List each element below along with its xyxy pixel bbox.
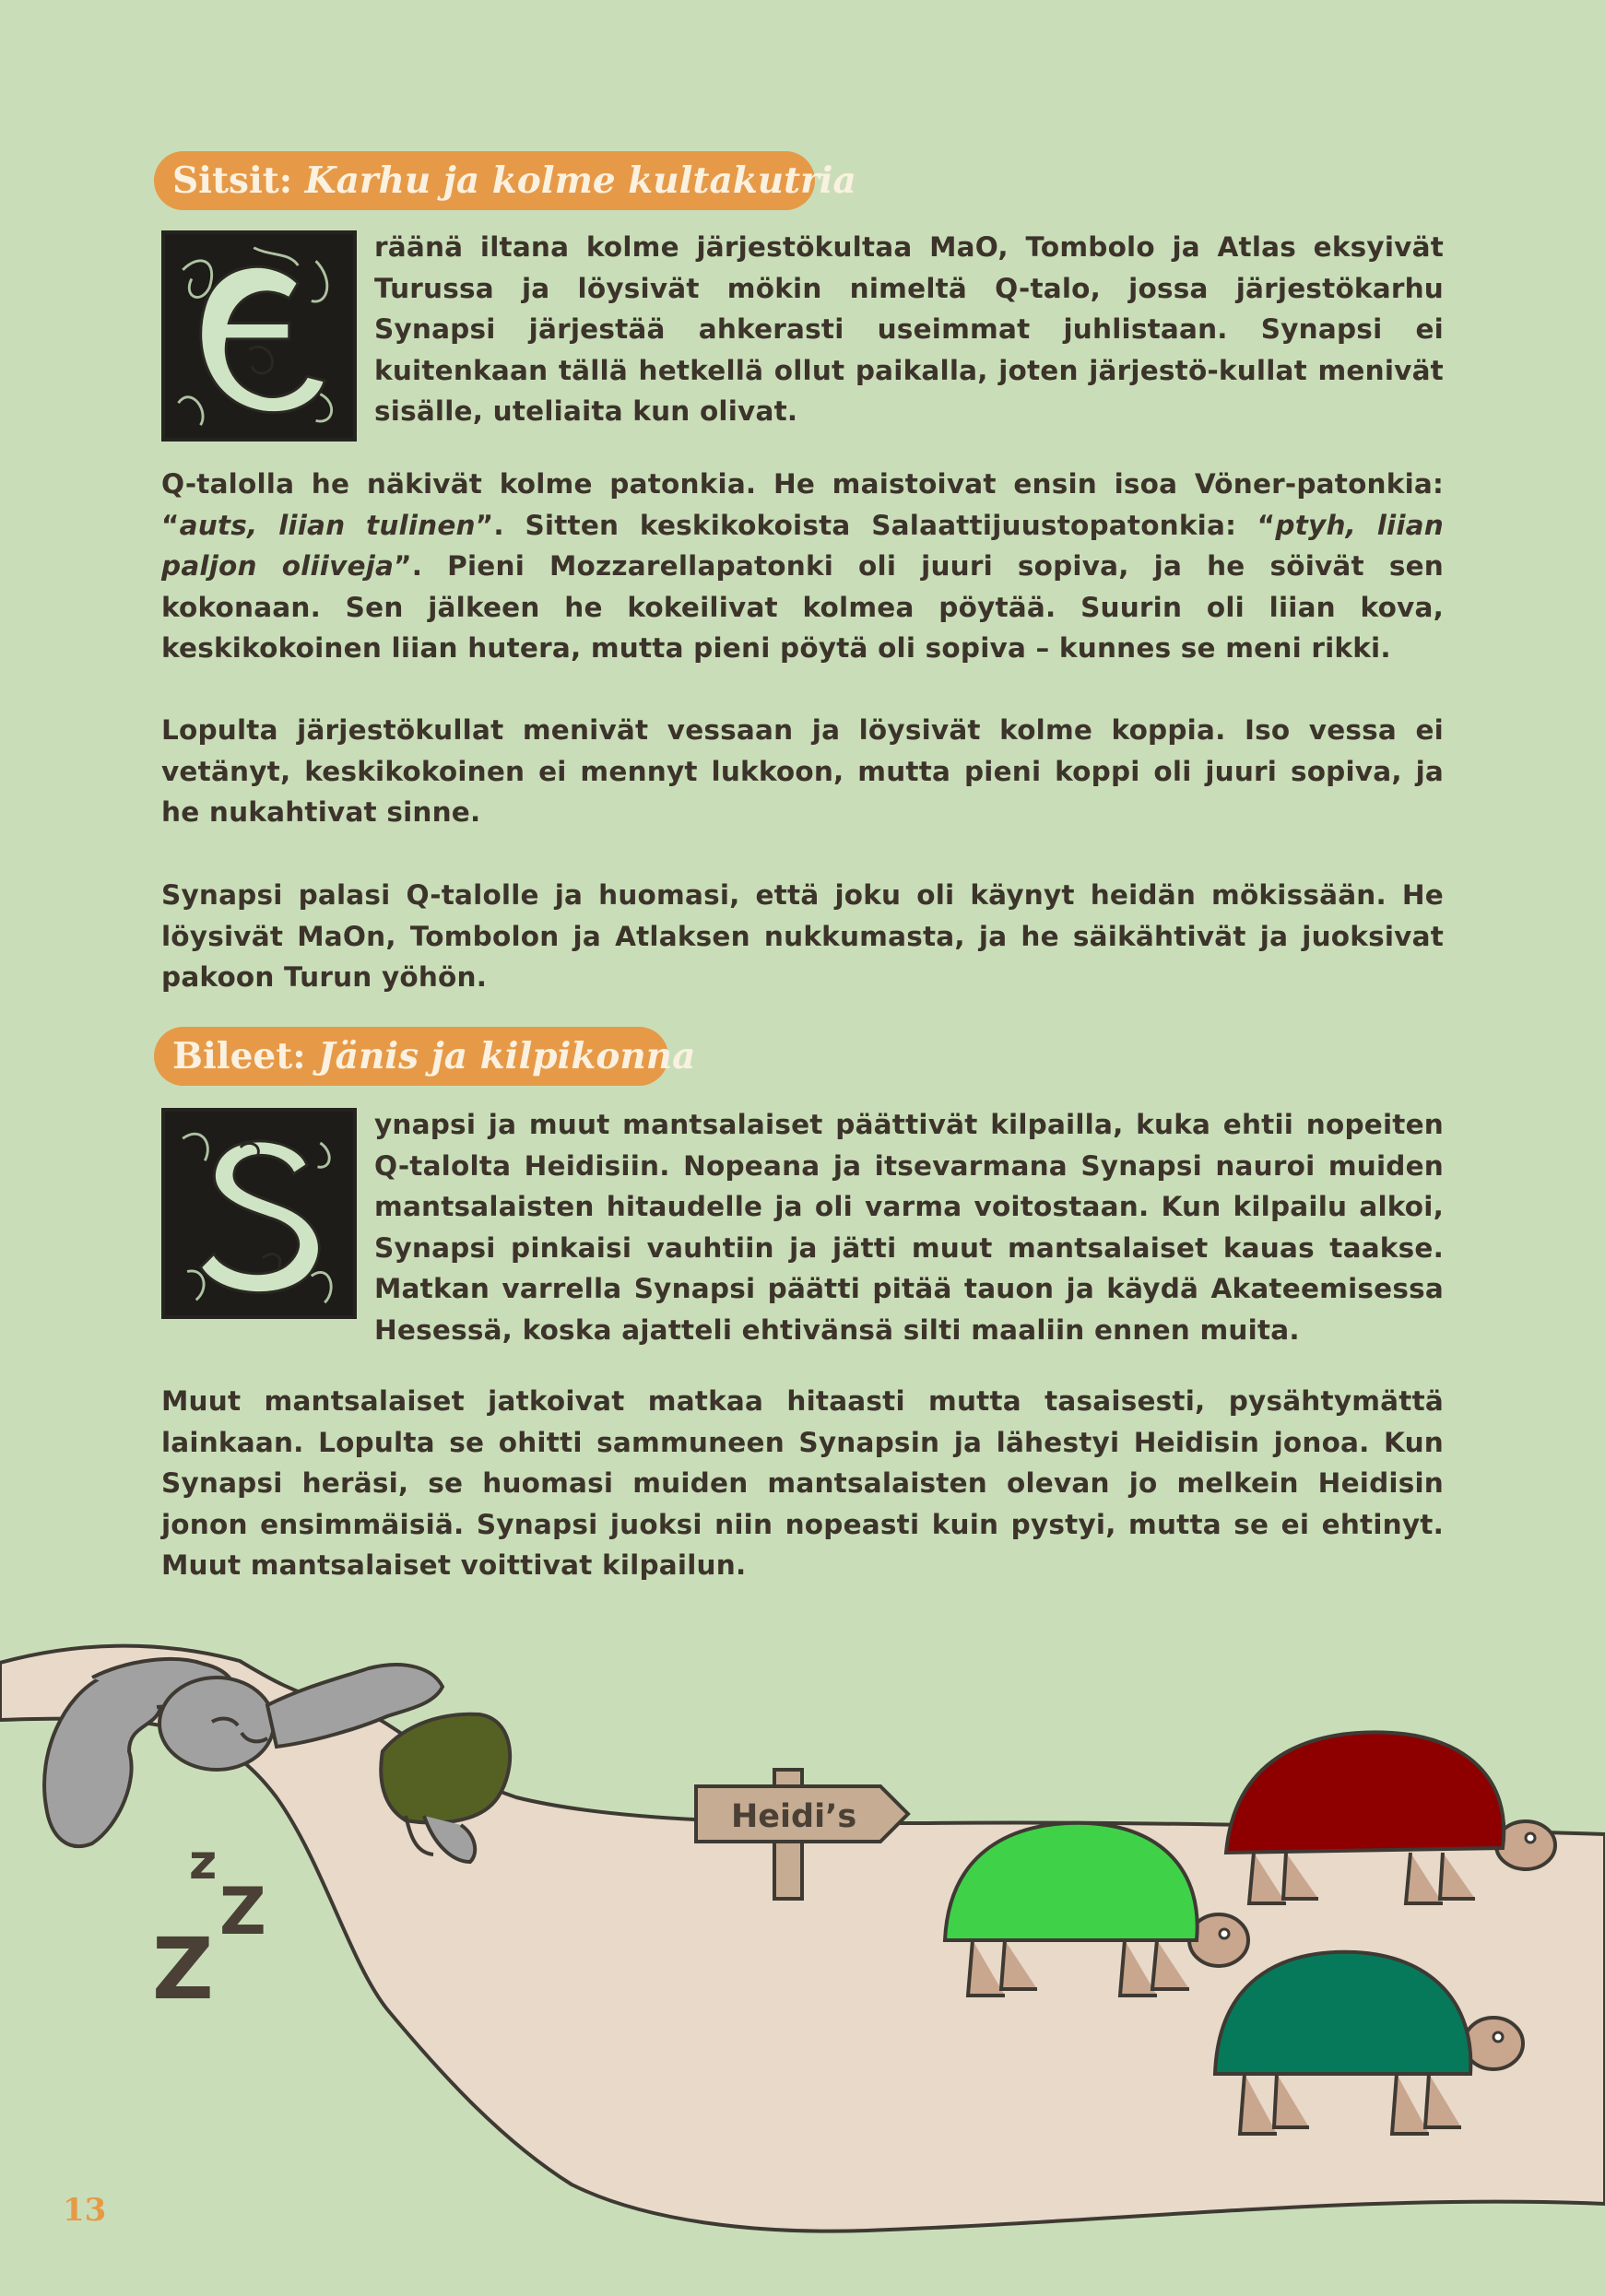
section1-paragraph-4: Synapsi palasi Q-talolle ja huomasi, että joku oli käynyt heidän mökissään. He löysivät MaOn, Tombolon ja Atlaksen nukkumasta, ja he säikähtivät ja juoksivat pakoon Turun yöhön.	[161, 879, 1444, 993]
sign-label: Heidi’s	[731, 1798, 857, 1835]
heading-title: Jänis ja kilpikonna	[318, 1035, 696, 1077]
sleep-z-3: Z	[152, 1920, 214, 2019]
section1-paragraph-1: räänä iltana kolme järjestökultaa MaO, Tombolo ja Atlas eksyivät Turussa ja löysivät mökin nimeltä Q-talo, jossa järjestökarhu Synapsi järjestää ahkerasti useimmat juhlistaan. Synapsi ei kuitenkaan tällä hetkellä ollut paikalla, joten järjestö-kullat menivät sisälle, uteliaita kun olivat.	[374, 231, 1444, 427]
dropcap-e	[161, 230, 357, 442]
dropcap-letter: E	[171, 433, 173, 435]
page-number: 13	[63, 2192, 107, 2229]
section1-paragraph-2: Q-talolla he näkivät kolme patonkia. He maistoivat ensin isoa Vöner-patonkia: “auts, liian tulinen”. Sitten keskikokoista Salaattijuustopatonkia: “ptyh, liian paljon oliiveja”. Pieni Mozzarellapatonki oli juuri sopiva, ja he söivät sen kokonaan. Sen jälkeen he kokeilivat kolmea pöytää. Suurin oli liian kova, keskikokoinen liian hutera, mutta pieni pöytä oli sopiva – kunnes se meni rikki.	[161, 468, 1444, 664]
dropcap-letter: S	[171, 1311, 173, 1313]
sleep-z-1: z	[189, 1835, 218, 1890]
section-heading-bileet	[154, 1027, 696, 1086]
quote-ptyh: ptyh, liian paljon oliiveja	[161, 509, 1444, 582]
sleep-z-2: Z	[219, 1874, 266, 1949]
race-illustration	[0, 1641, 1605, 2296]
section2-paragraph-1: ynapsi ja muut mantsalaiset päättivät kilpailla, kuka ehtii nopeiten Q-talolta Heidisiin. Nopeana ja itsevarmana Synapsi nauroi muiden mantsalaisten hitaudelle ja oli varma voitostaan. Kun kilpailu alkoi, Synapsi pinkaisi vauhtiin ja jätti muut mantsalaiset kauas taakse. Matkan varrella Synapsi päätti pitää tauon ja käydä Akateemisessa Hesessä, koska ajatteli ehtivänsä silti maaliin ennen muita.	[374, 1109, 1444, 1346]
heading-title: Karhu ja kolme kultakutria	[304, 159, 856, 202]
decorative-letter-e-image	[165, 234, 353, 438]
section-heading-sitsit	[154, 151, 856, 210]
section1-paragraph-3: Lopulta järjestökullat menivät vessaan ja löysivät kolme koppia. Iso vessa ei vetänyt, keskikokoinen ei mennyt lukkoon, mutta pieni koppi oli juuri sopiva, ja he nukahtivat sinne.	[161, 714, 1444, 828]
quote-auts: auts, liian tulinen	[179, 509, 476, 541]
section2-paragraph-2: Muut mantsalaiset jatkoivat matkaa hitaasti mutta tasaisesti, pysähtymättä lainkaan. Lopulta se ohitti sammuneen Synapsin ja lähestyi Heidisin jonoa. Kun Synapsi heräsi, se huomasi muiden mantsalaisten olevan jo melkein Heidisin jonon ensimmäisiä. Synapsi juoksi niin nopeasti kuin pystyi, mutta se ei ehtinyt. Muut mantsalaiset voittivat kilpailun.	[161, 1385, 1444, 1581]
heading-lead: Bileet:	[172, 1035, 306, 1077]
heading-lead: Sitsit:	[172, 159, 293, 202]
decorative-letter-s-image	[165, 1112, 353, 1315]
dropcap-s	[161, 1108, 357, 1319]
